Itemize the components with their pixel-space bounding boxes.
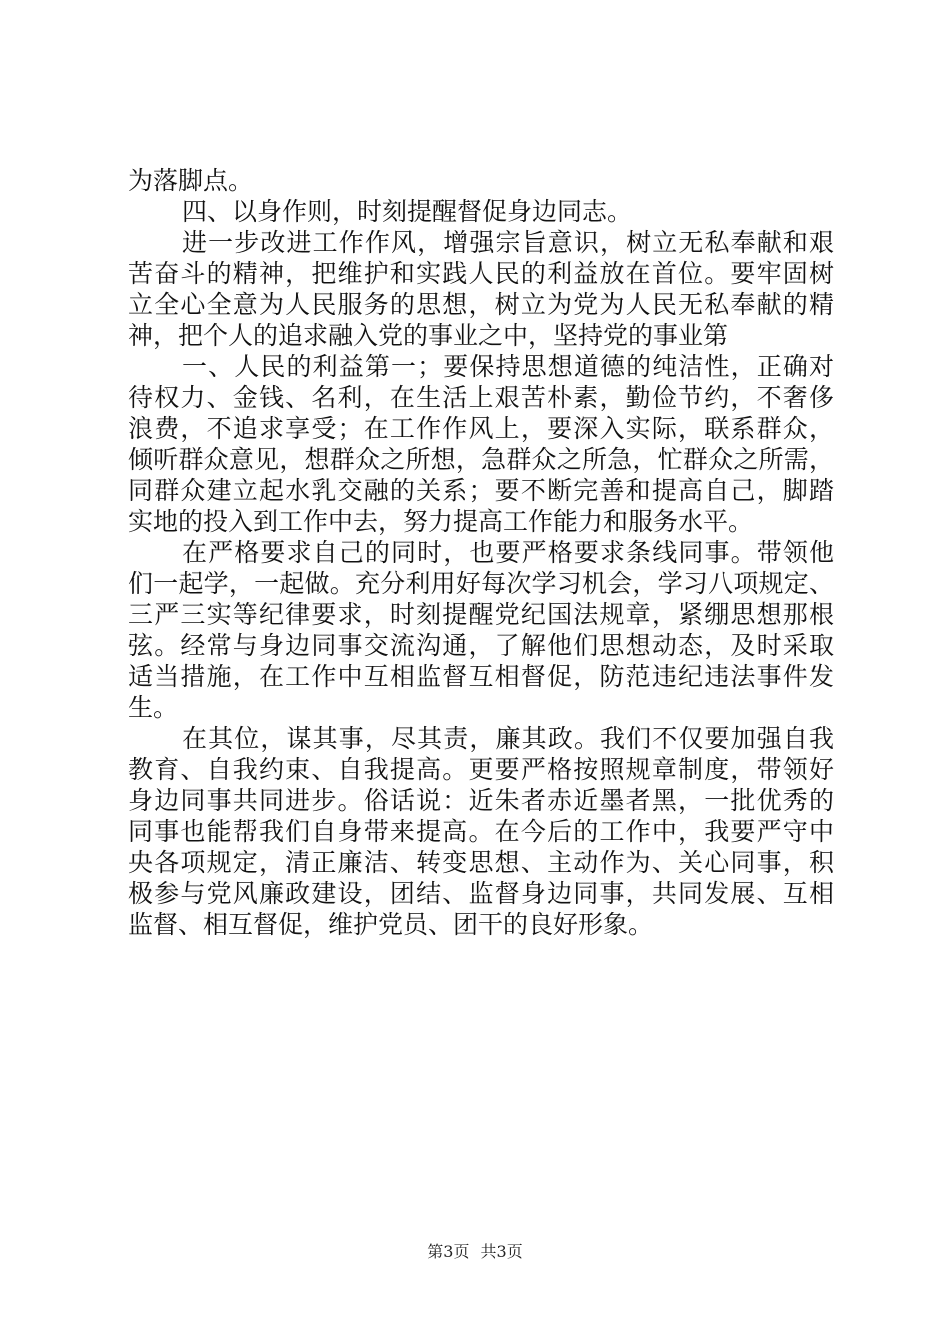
text-line: 进一步改进工作作风，增强宗旨意识，树立无私奉献和艰 <box>182 228 834 257</box>
text-line: 身边同事共同进步。俗话说：近朱者赤近墨者黑，一批优秀的 <box>128 786 834 815</box>
text-line: 同群众建立起水乳交融的关系；要不断完善和提高自己，脚踏 <box>128 476 834 505</box>
text-line: 三严三实等纪律要求，时刻提醒党纪国法规章，紧绷思想那根 <box>128 600 834 629</box>
text-line: 立全心全意为人民服务的思想，树立为党为人民无私奉献的精 <box>128 290 834 319</box>
text-line: 浪费，不追求享受；在工作作风上，要深入实际，联系群众， <box>128 414 834 443</box>
text-line: 生。 <box>128 693 179 722</box>
text-line: 在严格要求自己的同时，也要严格要求条线同事。带领他 <box>182 538 834 567</box>
text-line: 弦。经常与身边同事交流沟通，了解他们思想动态，及时采取 <box>128 631 834 660</box>
page-total: 共3页 <box>480 1242 523 1261</box>
text-line: 在其位，谋其事，尽其责，廉其政。我们不仅要加强自我 <box>182 724 834 753</box>
document-body <box>128 165 834 940</box>
text-line: 为落脚点。 <box>128 166 254 195</box>
text-line: 倾听群众意见，想群众之所想，急群众之所急，忙群众之所需， <box>128 445 834 474</box>
text-line: 神，把个人的追求融入党的事业之中，坚持党的事业第 <box>128 321 729 350</box>
text-line: 监督、相互督促，维护党员、团干的良好形象。 <box>128 910 654 939</box>
text-line: 一、人民的利益第一；要保持思想道德的纯洁性，正确对 <box>182 352 834 381</box>
text-line: 极参与党风廉政建设，团结、监督身边同事，共同发展、互相 <box>128 879 834 908</box>
text-line: 待权力、金钱、名利，在生活上艰苦朴素，勤俭节约，不奢侈 <box>128 383 834 412</box>
text-line: 们一起学，一起做。充分利用好每次学习机会，学习八项规定、 <box>128 569 834 598</box>
text-line: 适当措施，在工作中互相监督互相督促，防范违纪违法事件发 <box>128 662 834 691</box>
page-number: 第3页 <box>427 1242 470 1261</box>
text-line: 教育、自我约束、自我提高。更要严格按照规章制度，带领好 <box>128 755 834 784</box>
text-line: 同事也能帮我们自身带来提高。在今后的工作中，我要严守中 <box>128 817 834 846</box>
text-line: 苦奋斗的精神，把维护和实践人民的利益放在首位。要牢固树 <box>128 259 834 288</box>
page-footer <box>0 1241 950 1263</box>
text-line: 四、以身作则，时刻提醒督促身边同志。 <box>182 197 633 226</box>
text-line: 央各项规定，清正廉洁、转变思想、主动作为、关心同事，积 <box>128 848 834 877</box>
text-line: 实地的投入到工作中去，努力提高工作能力和服务水平。 <box>128 507 754 536</box>
